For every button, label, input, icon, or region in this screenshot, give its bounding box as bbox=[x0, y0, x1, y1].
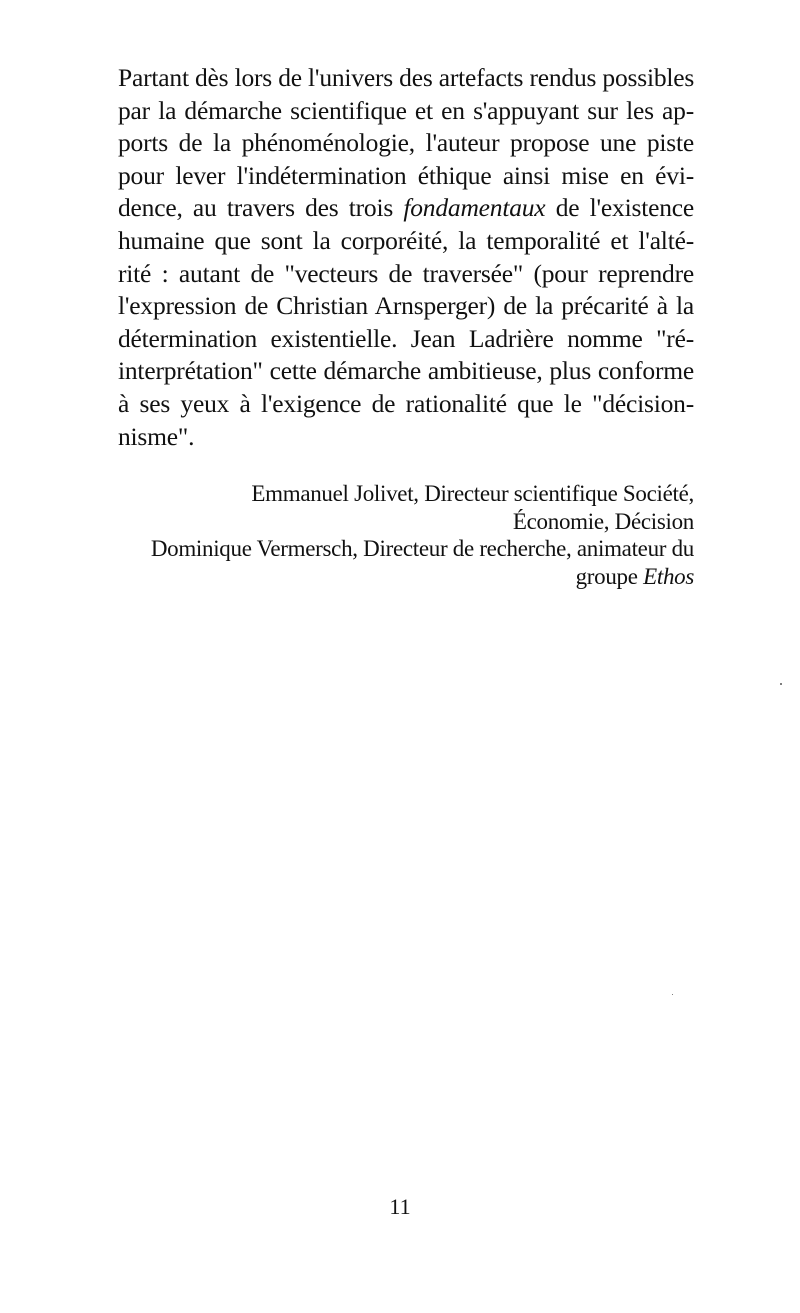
paragraph-line: rité : autant de "vecteurs de traversée" (pour reprendre bbox=[118, 258, 694, 288]
paragraph-text: de l'existence bbox=[555, 193, 694, 223]
paragraph-line: nisme". bbox=[118, 421, 195, 451]
paragraph-line: interprétation" cette démarche ambitieuse, plus conforme bbox=[118, 356, 694, 386]
paragraph-line: détermination existentielle. Jean Ladrière nomme "ré- bbox=[118, 323, 694, 353]
paragraph-text: dence, au travers des trois bbox=[118, 193, 394, 223]
scan-speck bbox=[672, 994, 673, 995]
group-name: Ethos bbox=[643, 563, 694, 589]
paragraph-line: ports de la phénoménologie, l'auteur propose une piste bbox=[118, 128, 694, 158]
page-number: 11 bbox=[389, 1194, 411, 1219]
paragraph-line: pour lever l'indétermination éthique ainsi mise en évi- bbox=[118, 160, 694, 190]
body-paragraph bbox=[118, 62, 694, 453]
signature-text: groupe bbox=[575, 563, 638, 589]
paragraph-line: l'expression de Christian Arnsperger) de la précarité à la bbox=[118, 291, 694, 321]
italic-term: fondamentaux bbox=[403, 193, 546, 223]
signature-block bbox=[118, 480, 694, 590]
paragraph-line: par la démarche scientifique et en s'appuyant sur les ap- bbox=[118, 95, 694, 125]
paragraph-line: Partant dès lors de l'univers des artefacts rendus possibles bbox=[118, 63, 695, 92]
signature-author-1-role: Économie, Décision bbox=[512, 508, 694, 534]
scan-speck bbox=[780, 683, 782, 685]
signature-author-2: Dominique Vermersch, Directeur de recherche, animateur du bbox=[150, 536, 694, 561]
signature-author-1: Emmanuel Jolivet, Directeur scientifique Société, bbox=[251, 481, 694, 506]
paragraph-line: humaine que sont la corporéité, la temporalité et l'alté- bbox=[118, 225, 694, 255]
signature-author-2-role bbox=[118, 563, 694, 591]
paragraph-line bbox=[118, 192, 694, 225]
paragraph-line: à ses yeux à l'exigence de rationalité que le "décision- bbox=[118, 388, 694, 418]
